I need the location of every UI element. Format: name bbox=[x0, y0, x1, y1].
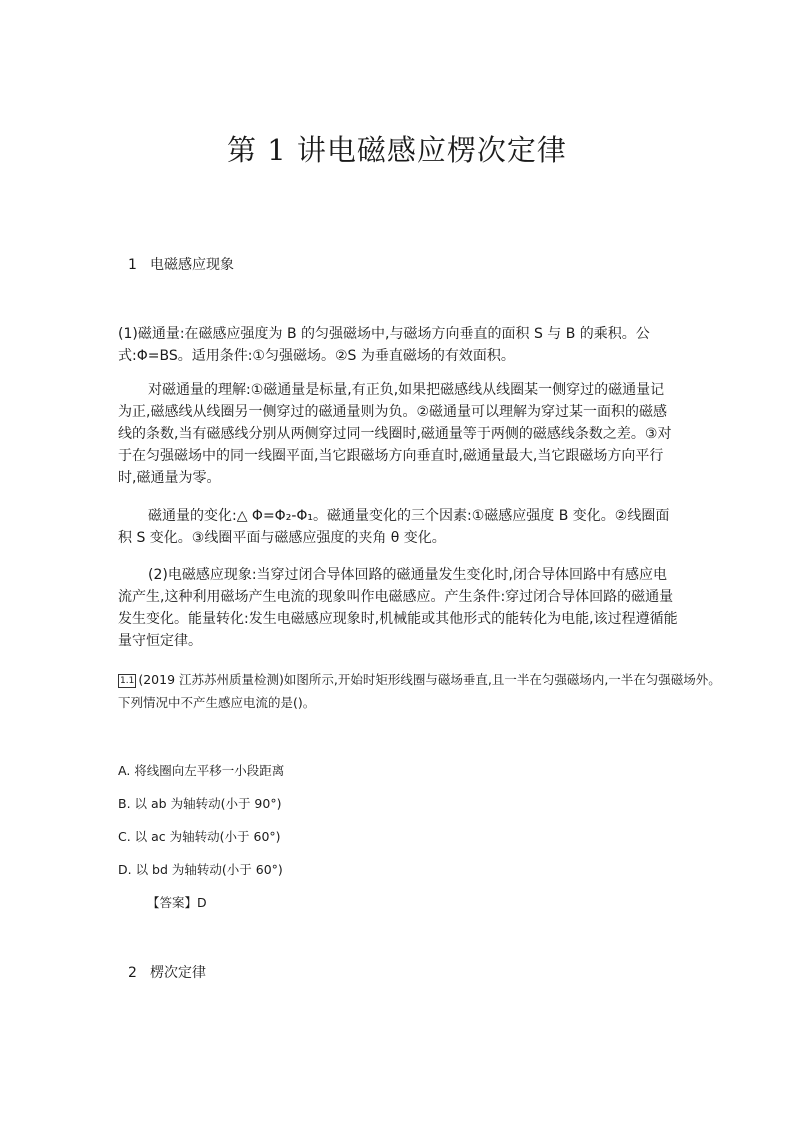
section-label: 楞次定律 bbox=[150, 965, 206, 981]
page-title: 第 1 讲电磁感应楞次定律 bbox=[227, 133, 567, 167]
text-line: 线的条数,当有磁感线分别从两侧穿过同一线圈时,磁通量等于两侧的磁感线条数之差。③对 bbox=[118, 426, 672, 442]
section-heading-1 bbox=[128, 254, 234, 274]
section-number: 2 bbox=[128, 965, 137, 981]
section-heading-2 bbox=[128, 962, 206, 982]
text-line: 量守恒定律。 bbox=[118, 633, 202, 649]
answer-text: 【答案】D bbox=[147, 895, 207, 910]
text-line: 磁通量的变化:△ Φ=Φ₂-Φ₁。磁通量变化的三个因素:①磁感应强度 B 变化。②线圈面 bbox=[148, 508, 670, 524]
option-d: D. 以 bd 为轴转动(小于 60°) bbox=[118, 862, 283, 877]
text-line: 下列情况中不产生感应电流的是()。 bbox=[118, 695, 316, 710]
option-c: C. 以 ac 为轴转动(小于 60°) bbox=[118, 829, 281, 844]
section-number: 1 bbox=[128, 257, 137, 273]
paragraph-flux-change bbox=[118, 505, 669, 549]
text-line: 于在匀强磁场中的同一线圈平面,当它跟磁场方向垂直时,磁通量最大,当它跟磁场方向平行 bbox=[118, 448, 664, 464]
text-line bbox=[118, 668, 721, 691]
text-line: 为正,磁感线从线圈另一侧穿过的磁通量则为负。②磁通量可以理解为穿过某一面积的磁感 bbox=[118, 404, 667, 420]
text-line: 发生变化。能量转化:发生电磁感应现象时,机械能或其他形式的能转化为电能,该过程遵循能 bbox=[118, 611, 678, 627]
text-line: (2)电磁感应现象:当穿过闭合导体回路的磁通量发生变化时,闭合导体回路中有感应电 bbox=[148, 567, 667, 583]
question-stem bbox=[118, 668, 721, 714]
paragraph-induction-phenomenon bbox=[118, 564, 678, 652]
paragraph-magnetic-flux bbox=[118, 323, 650, 367]
text-line: (1)磁通量:在磁感应强度为 B 的匀强磁场中,与磁场方向垂直的面积 S 与 B 的乘积。公 bbox=[118, 326, 650, 342]
option-a: A. 将线圈向左平移一小段距离 bbox=[118, 763, 285, 778]
text-line: 对磁通量的理解:①磁通量是标量,有正负,如果把磁感线从线圈某一侧穿过的磁通量记 bbox=[148, 382, 665, 398]
paragraph-flux-understanding bbox=[118, 379, 671, 489]
section-label: 电磁感应现象 bbox=[150, 257, 234, 273]
question-line: (2019 江苏苏州质量检测)如图所示,开始时矩形线圈与磁场垂直,且一半在匀强磁场内,一半在匀强磁场外。 bbox=[138, 672, 721, 687]
text-line: 流产生,这种利用磁场产生电流的现象叫作电磁感应。产生条件:穿过闭合导体回路的磁通量 bbox=[118, 589, 674, 605]
question-tag: 1.1 bbox=[120, 676, 135, 686]
text-line: 式:Φ=BS。适用条件:①匀强磁场。②S 为垂直磁场的有效面积。 bbox=[118, 348, 515, 364]
text-line: 时,磁通量为零。 bbox=[118, 470, 221, 486]
option-b: B. 以 ab 为轴转动(小于 90°) bbox=[118, 796, 282, 811]
text-line: 积 S 变化。③线圈平面与磁感应强度的夹角 θ 变化。 bbox=[118, 530, 446, 546]
